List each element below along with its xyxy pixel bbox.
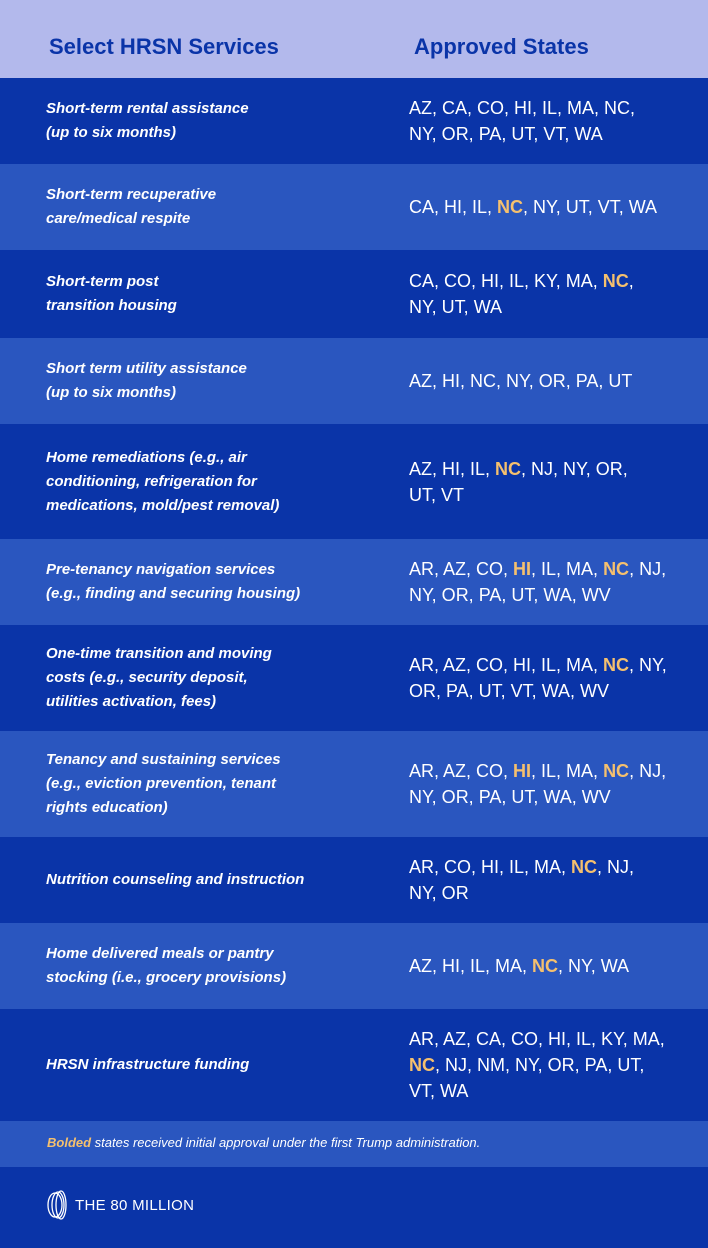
table-row [0,837,708,923]
state-text: VT, WA [409,1081,469,1101]
service-name [46,97,366,145]
approved-states [409,953,694,979]
state-text: , NY, [629,655,667,675]
states-line [409,678,694,704]
service-line: rights education) [46,799,168,816]
state-text: , NJ, NY, OR, [521,458,628,479]
state-text: UT, VT [409,484,465,505]
service-line: One-time transition and moving [46,645,272,662]
footnote-rest: states received initial approval under the first Trump administration. [91,1135,481,1150]
footnote [0,1121,708,1167]
state-text: OR, PA, UT, VT, WA, WV [409,681,610,701]
state-text: , NJ, [629,559,667,579]
state-text: AR, AZ, CA, CO, HI, IL, KY, MA, [409,1029,665,1049]
state-text: AR, AZ, CO, [409,761,514,781]
service-name [46,1053,366,1077]
states-line [409,953,694,979]
table-row [0,1009,708,1121]
service-line: care/medical respite [46,210,191,227]
service-line: Short-term rental assistance [46,100,249,117]
state-text: NY, OR, PA, UT, VT, WA [409,124,603,144]
service-name [46,558,366,606]
service-line: Pre-tenancy navigation services [46,561,276,578]
state-text: AR, AZ, CO, HI, IL, MA, [409,655,604,675]
state-text: AZ, HI, NC, NY, OR, PA, UT [409,371,633,391]
state-text: AR, CO, HI, IL, MA, [409,857,572,877]
state-text: , [628,271,634,291]
table-row [0,78,708,164]
service-line: (up to six months) [46,384,176,401]
states-line [409,482,694,508]
state-text: NY, OR [409,883,469,903]
service-name [46,748,366,820]
approved-states [409,556,694,608]
approved-states [409,95,694,147]
service-name [46,183,366,231]
service-line: Short-term recuperative [46,186,217,203]
service-name [46,642,366,714]
table-row [0,731,708,837]
states-line [409,368,694,394]
table-row [0,424,708,539]
states-line [409,1026,694,1052]
state-text: CA, HI, IL, [409,197,498,217]
states-line [409,194,694,220]
service-line: Short-term post [46,273,159,290]
service-line: Home delivered meals or pantry [46,945,274,962]
service-name [46,446,366,518]
footnote-bold-word: Bolded [47,1135,92,1150]
states-line [409,582,694,608]
highlighted-state: NC [602,271,629,291]
state-text: , IL, MA, [531,559,604,579]
state-text: AZ, CA, CO, HI, IL, MA, NC, [409,98,636,118]
states-line [409,294,694,320]
table-header [0,0,708,78]
service-line: conditioning, refrigeration for [46,472,257,490]
services-column-header: Select HRSN Services [49,34,279,59]
approved-states [409,456,694,508]
table-row [0,539,708,625]
service-name [46,942,366,990]
state-text: , NJ, NM, NY, OR, PA, UT, [435,1055,645,1075]
service-line: medications, mold/pest removal) [46,496,280,514]
footnote-text [47,1135,480,1150]
service-line: Home remediations (e.g., air [46,448,247,466]
table-row [0,625,708,731]
highlighted-state: NC [603,761,630,781]
approved-states [409,1026,694,1104]
states-line [409,556,694,582]
state-text: , NY, UT, VT, WA [523,197,658,217]
circles-logo-icon [46,1190,72,1220]
states-line [409,1052,694,1078]
state-text: AZ, HI, IL, MA, [409,956,533,976]
approved-states [409,268,694,320]
states-line [409,456,694,482]
service-line: (up to six months) [46,124,176,141]
service-name [46,270,366,318]
state-text: NY, OR, PA, UT, WA, WV [409,585,611,605]
highlighted-state: NC [571,857,598,877]
service-line: transition housing [46,297,177,314]
states-line [409,758,694,784]
state-text: , NY, WA [558,956,630,976]
brand-name: THE 80 MILLION [75,1197,195,1214]
service-line: Short term utility assistance [46,360,247,377]
highlighted-state: NC [532,956,559,976]
state-text: NY, UT, WA [409,297,503,317]
service-line: HRSN infrastructure funding [46,1056,250,1073]
table-row [0,338,708,424]
highlighted-state: NC [603,559,630,579]
service-name [46,357,366,405]
table-row [0,250,708,338]
service-line: (e.g., finding and securing housing) [46,585,301,602]
highlighted-state: NC [497,197,524,217]
state-text: , NJ, [597,857,635,877]
states-line [409,880,694,906]
states-line [409,652,694,678]
service-line: stocking (i.e., grocery provisions) [46,969,287,986]
highlighted-state: NC [409,1055,435,1075]
service-line: Nutrition counseling and instruction [46,871,305,888]
highlighted-state: HI [513,761,532,781]
approved-states [409,854,694,906]
state-text: AR, AZ, CO, [409,559,514,579]
service-name [46,868,366,892]
service-line: costs (e.g., security deposit, [46,669,248,686]
states-line [409,784,694,810]
table-row [0,164,708,250]
highlighted-state: NC [603,655,630,675]
states-line [409,121,694,147]
service-line: utilities activation, fees) [46,693,217,710]
state-text: NY, OR, PA, UT, WA, WV [409,787,611,807]
state-text: , IL, MA, [531,761,604,781]
states-line [409,268,694,294]
approved-states [409,194,694,220]
highlighted-state: NC [495,458,522,479]
approved-states [409,758,694,810]
states-line [409,1078,694,1104]
states-line [409,95,694,121]
state-text: CA, CO, HI, IL, KY, MA, [409,271,603,291]
state-text: , NJ, [629,761,667,781]
approved-states [409,368,694,394]
highlighted-state: HI [513,559,532,579]
approved-states [409,652,694,704]
states-column-header: Approved States [414,34,589,59]
service-line: (e.g., eviction prevention, tenant [46,775,277,792]
state-text: AZ, HI, IL, [409,458,496,479]
states-line [409,854,694,880]
table-row [0,923,708,1009]
service-line: Tenancy and sustaining services [46,751,281,768]
